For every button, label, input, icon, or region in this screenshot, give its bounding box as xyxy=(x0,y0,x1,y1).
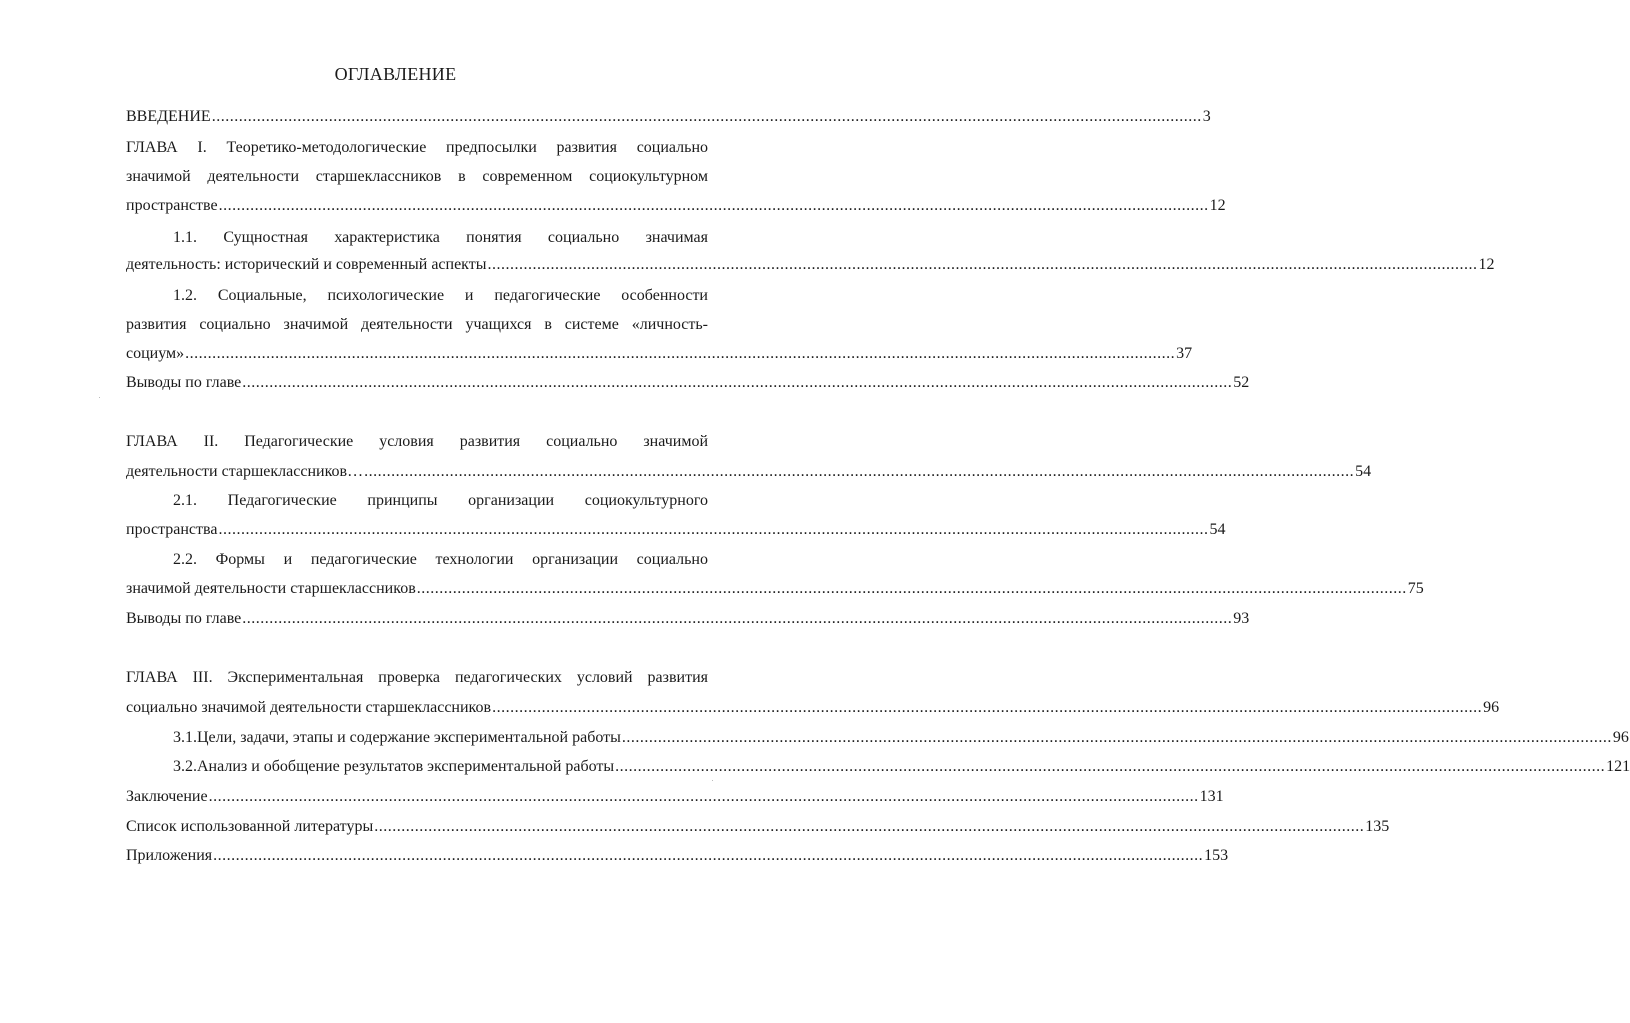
toc-section-2-2-line-1: 2.2. Формы и педагогические технологии организации социально xyxy=(173,551,708,568)
toc-section-3-2 xyxy=(126,756,1630,778)
entry-text: социально значимой деятельности старшеклассников xyxy=(126,699,492,716)
toc-chapter-1-conclusion xyxy=(126,372,1250,394)
entry-text: ВВЕДЕНИЕ xyxy=(126,108,211,125)
entry-text: пространства xyxy=(126,521,218,538)
entry-text: деятельность: исторический и современный аспекты xyxy=(126,256,487,273)
toc-chapter-1-line-1: ГЛАВА I. Теоретико-методологические предпосылки развития социально xyxy=(126,139,708,156)
entry-text: 3.1.Цели, задачи, этапы и содержание экспериментальной работы xyxy=(173,729,621,746)
dot-leader: ............................................................................................................................................................................................................................ xyxy=(218,197,1209,214)
dot-leader: ............................................................................................................................................................................................................................ xyxy=(242,374,1233,391)
entry-text: социум» xyxy=(126,345,185,362)
toc-chapter-3-line-1: ГЛАВА III. Экспериментальная проверка педагогических условий развития xyxy=(126,669,708,686)
entry-text: Выводы по главе xyxy=(126,610,242,627)
toc-entry-conclusion xyxy=(126,786,1224,808)
toc-chapter-2-line-2 xyxy=(126,461,1372,483)
toc-entry-appendices xyxy=(126,845,1229,867)
page-number: 54 xyxy=(1355,463,1372,480)
dot-leader: ............................................................................................................................................................................................................................ xyxy=(211,108,1202,125)
entry-text: пространстве xyxy=(126,197,218,214)
entry-text: Выводы по главе xyxy=(126,374,242,391)
dot-leader: ............................................................................................................................................................................................................................ xyxy=(492,699,1483,716)
dot-leader: ............................................................................................................................................................................................................................ xyxy=(208,788,1199,805)
entry-text: Заключение xyxy=(126,788,208,805)
dot-leader: ............................................................................................................................................................................................................................ xyxy=(185,345,1176,362)
toc-chapter-2-conclusion xyxy=(126,608,1250,630)
toc-section-2-1-line-1: 2.1. Педагогические принципы организации социокультурного xyxy=(173,492,708,509)
dot-leader: ............................................................................................................................................................................................................................ xyxy=(364,463,1355,480)
page-number: 93 xyxy=(1233,610,1250,627)
toc-entry-references xyxy=(126,816,1390,838)
dot-leader: ............................................................................................................................................................................................................................ xyxy=(218,521,1209,538)
dot-leader: ............................................................................................................................................................................................................................ xyxy=(487,256,1478,273)
dot-leader: ............................................................................................................................................................................................................................ xyxy=(213,847,1204,864)
toc-section-1-1-line-1: 1.1. Сущностная характеристика понятия социально значимая xyxy=(173,229,708,246)
scan-speck xyxy=(99,397,100,398)
page-number: 121 xyxy=(1606,758,1630,775)
entry-text: 3.2.Анализ и обобщение результатов экспериментальной работы xyxy=(173,758,615,775)
page-number: 52 xyxy=(1233,374,1250,391)
toc-entry-intro xyxy=(126,106,1211,128)
toc-section-1-1-line-2 xyxy=(126,254,1495,276)
dot-leader: ............................................................................................................................................................................................................................ xyxy=(621,729,1612,746)
dot-leader: ............................................................................................................................................................................................................................ xyxy=(615,758,1606,775)
toc-section-3-1 xyxy=(126,727,1629,749)
page-number: 135 xyxy=(1365,818,1390,835)
page-number: 3 xyxy=(1202,108,1211,125)
entry-text: деятельности старшеклассников… xyxy=(126,463,364,480)
page-number: 96 xyxy=(1483,699,1500,716)
entry-text: значимой деятельности старшеклассников xyxy=(126,580,416,597)
page-number: 153 xyxy=(1204,847,1229,864)
dot-leader: ............................................................................................................................................................................................................................ xyxy=(374,818,1365,835)
entry-text: Приложения xyxy=(126,847,213,864)
page-number: 75 xyxy=(1407,580,1424,597)
toc-chapter-1-line-3 xyxy=(126,195,1226,217)
scan-speck xyxy=(712,780,713,781)
page-number: 54 xyxy=(1209,521,1226,538)
toc-section-2-1-line-2 xyxy=(126,519,1226,541)
page-number: 96 xyxy=(1612,729,1629,746)
toc-section-1-2-line-1: 1.2. Социальные, психологические и педагогические особенности xyxy=(173,287,708,304)
page-title: ОГЛАВЛЕНИЕ xyxy=(334,64,457,84)
page-number: 12 xyxy=(1478,256,1495,273)
entry-text: Список использованной литературы xyxy=(126,818,374,835)
toc-chapter-3-line-2 xyxy=(126,697,1500,719)
toc-section-1-2-line-2: развития социально значимой деятельности учащихся в системе «личность- xyxy=(126,316,708,333)
page-number: 131 xyxy=(1199,788,1224,805)
dot-leader: ............................................................................................................................................................................................................................ xyxy=(242,610,1233,627)
page-number: 37 xyxy=(1176,345,1193,362)
page-number: 12 xyxy=(1209,197,1226,214)
toc-section-2-2-line-2 xyxy=(126,578,1424,600)
dot-leader: ............................................................................................................................................................................................................................ xyxy=(416,580,1407,597)
toc-chapter-2-line-1: ГЛАВА II. Педагогические условия развития социально значимой xyxy=(126,433,708,450)
toc-section-1-2-line-3 xyxy=(126,343,1193,365)
toc-chapter-1-line-2: значимой деятельности старшеклассников в современном социокультурном xyxy=(126,168,708,185)
